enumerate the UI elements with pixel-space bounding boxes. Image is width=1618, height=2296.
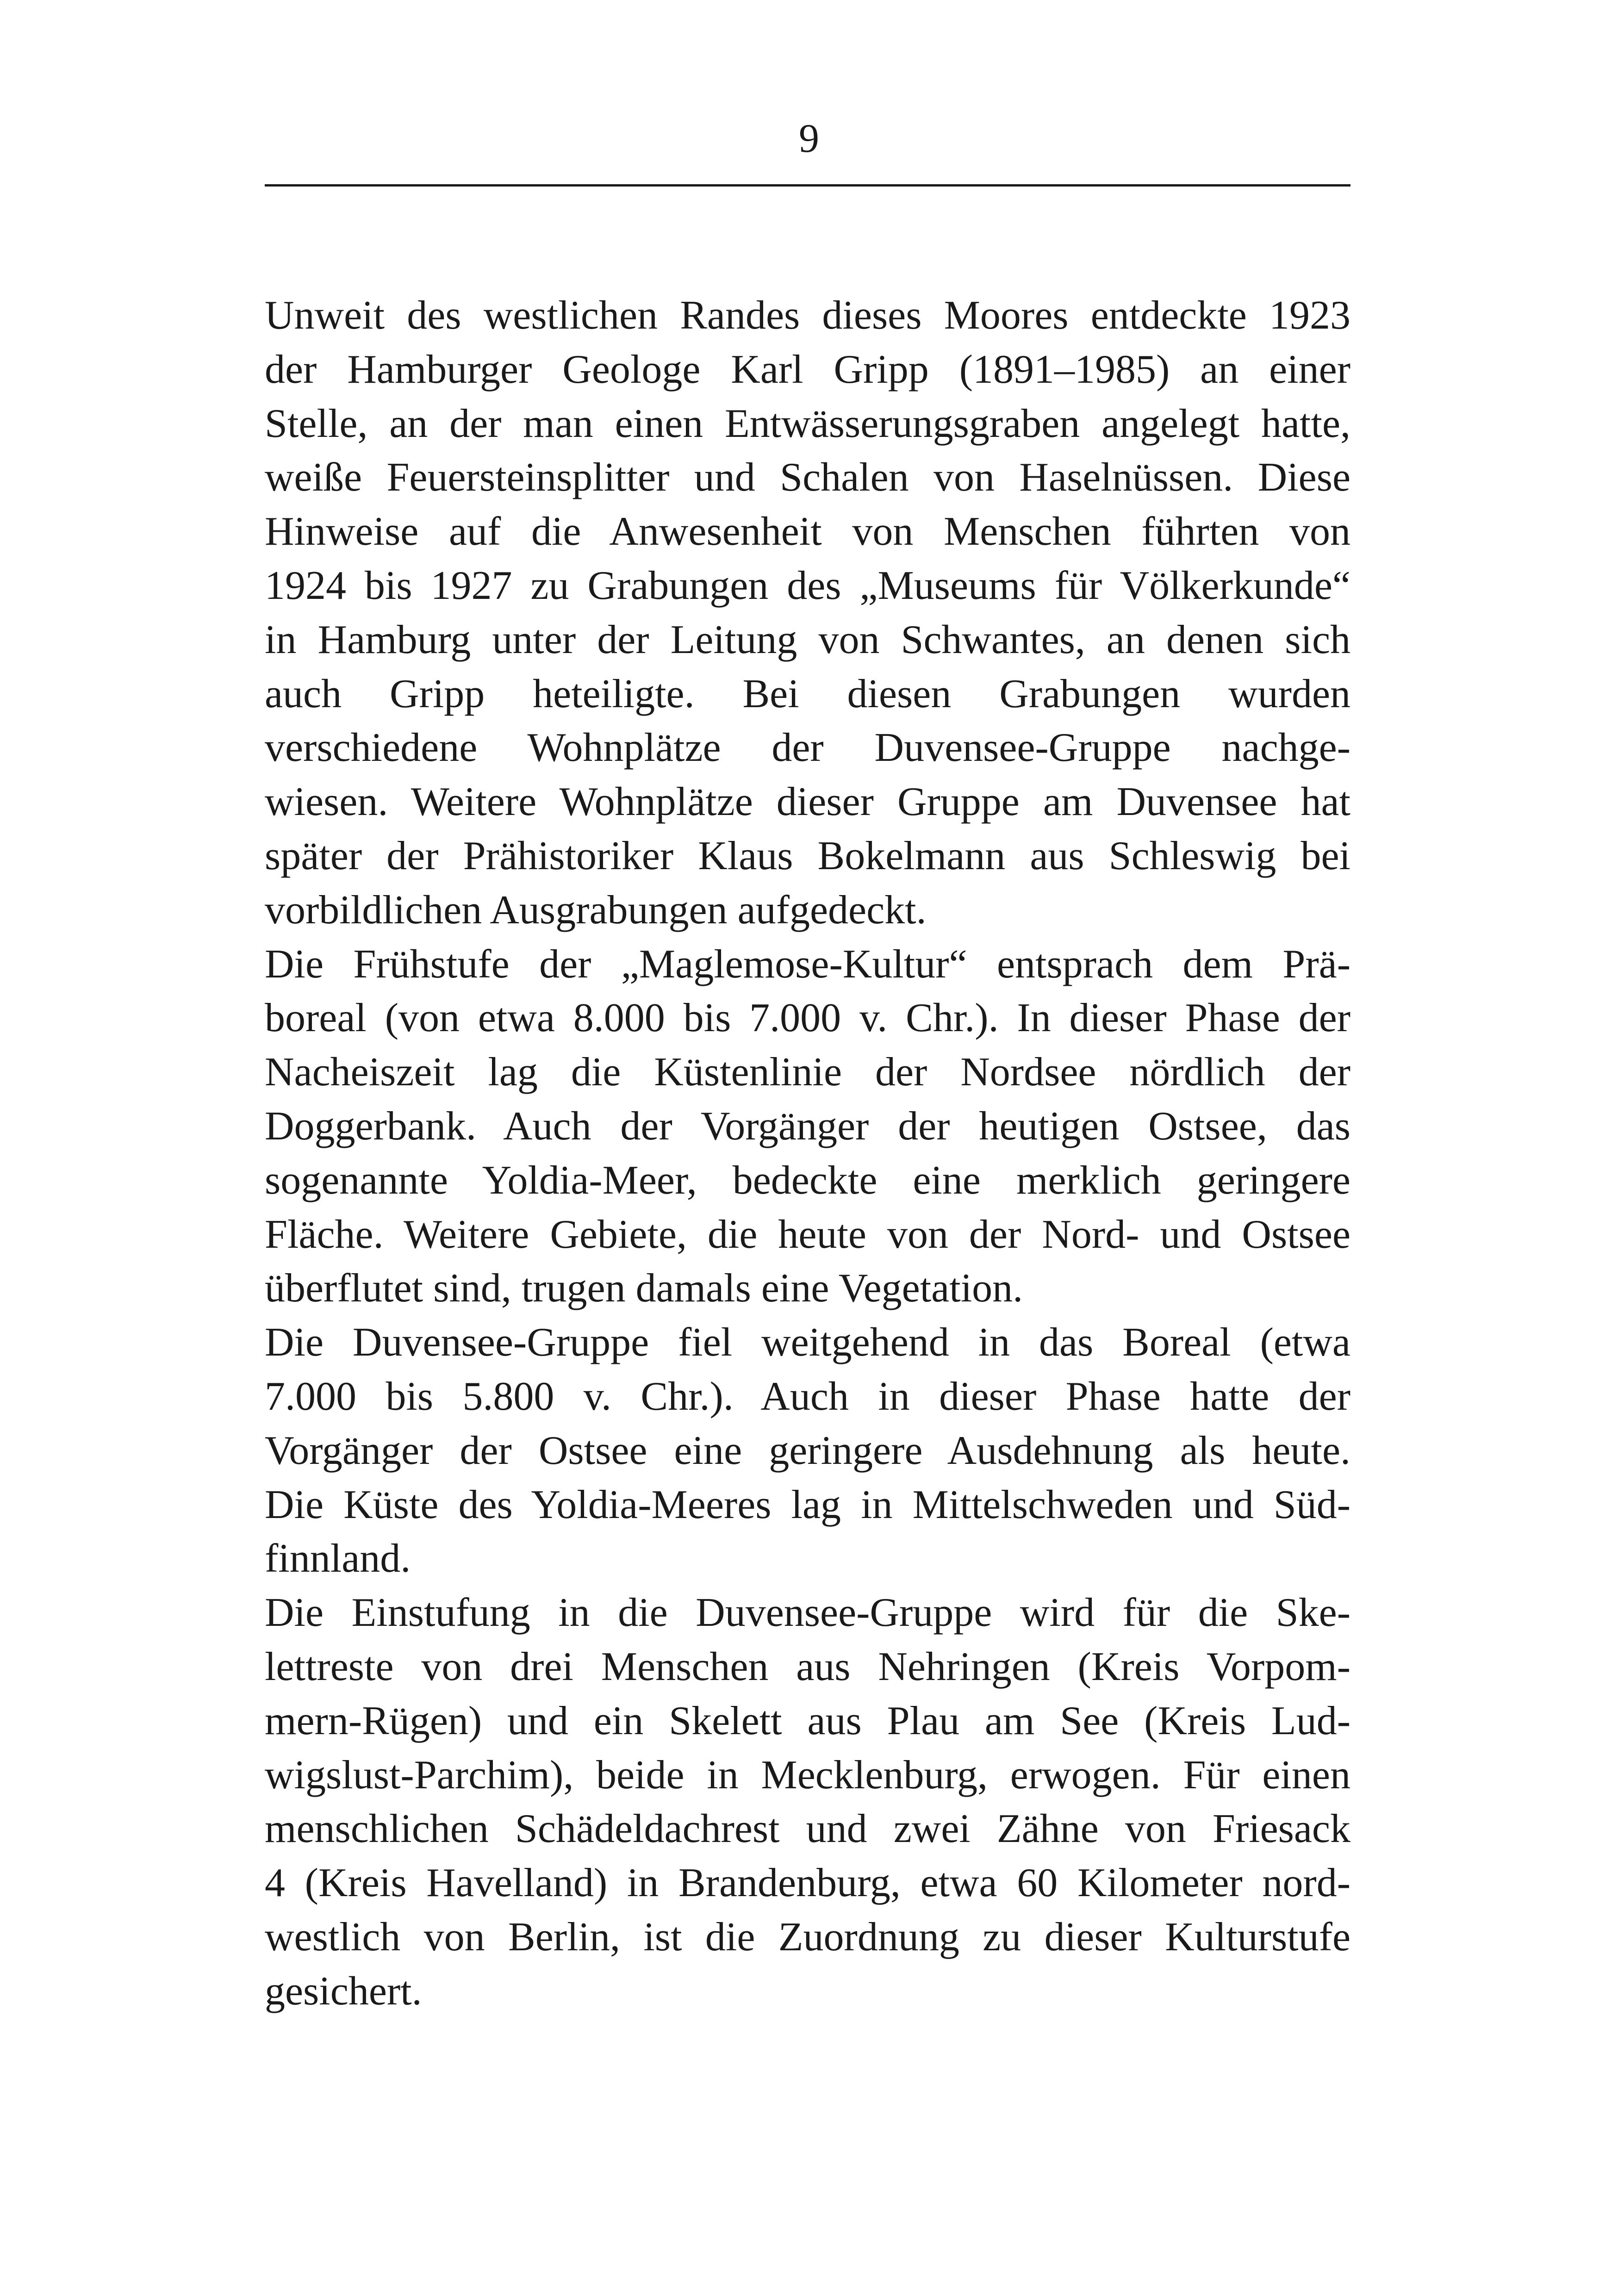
text-line xyxy=(265,1856,1350,1910)
text-line-content: gesichert. xyxy=(265,1968,422,2014)
text-line xyxy=(265,775,1350,829)
text-line-content: Doggerbank. Auch der Vorgänger der heutigen Ostsee, das xyxy=(265,1103,1350,1149)
body-text xyxy=(265,289,1350,2019)
text-line-content: überflutet sind, trugen damals eine Vegetation. xyxy=(265,1266,1023,1311)
text-line xyxy=(265,289,1350,343)
text-line xyxy=(265,991,1350,1045)
text-line xyxy=(265,1045,1350,1100)
text-line-content: Nacheiszeit lag die Küstenlinie der Nordsee nördlich der xyxy=(265,1050,1350,1095)
text-line-content: Vorgänger der Ostsee eine geringere Ausdehnung als heute. xyxy=(265,1428,1350,1473)
text-line xyxy=(265,1586,1350,1640)
text-line-content: weiße Feuersteinsplitter und Schalen von Haselnüssen. Diese xyxy=(265,455,1350,500)
text-line xyxy=(265,667,1350,722)
text-line xyxy=(265,1424,1350,1478)
text-line-content: Die Küste des Yoldia-Meeres lag in Mittelschweden und Süd- xyxy=(265,1482,1350,1527)
text-line-content: 7.000 bis 5.800 v. Chr.). Auch in dieser Phase hatte der xyxy=(265,1374,1350,1419)
text-line-content: wiesen. Weitere Wohnplätze dieser Gruppe am Duvensee hat xyxy=(265,779,1350,825)
text-line xyxy=(265,1640,1350,1694)
text-line-content: lettreste von drei Menschen aus Nehringen (Kreis Vorpom- xyxy=(265,1644,1350,1689)
text-line xyxy=(265,1694,1350,1748)
text-line xyxy=(265,1532,1350,1586)
text-line xyxy=(265,1478,1350,1532)
text-line xyxy=(265,505,1350,559)
text-line-content: Stelle, an der man einen Entwässerungsgraben angelegt hatte, xyxy=(265,401,1350,446)
text-line xyxy=(265,1965,1350,2019)
text-line xyxy=(265,1208,1350,1262)
page-number: 9 xyxy=(799,116,819,161)
text-line-content: Die Frühstufe der „Maglemose-Kultur“ entsprach dem Prä- xyxy=(265,941,1350,987)
text-line-content: sogenannte Yoldia-Meer, bedeckte eine merklich geringere xyxy=(265,1157,1350,1203)
text-line xyxy=(265,1910,1350,1965)
text-line xyxy=(265,559,1350,613)
text-line-content: menschlichen Schädeldachrest und zwei Zähne von Friesack xyxy=(265,1806,1350,1852)
text-line xyxy=(265,613,1350,667)
text-line-content: Unweit des westlichen Randes dieses Moores entdeckte 1923 xyxy=(265,293,1350,338)
text-line-content: 1924 bis 1927 zu Grabungen des „Museums für Völkerkunde“ xyxy=(265,563,1350,608)
text-line-content: finnland. xyxy=(265,1536,411,1581)
text-line-content: später der Prähistoriker Klaus Bokelmann aus Schleswig bei xyxy=(265,833,1350,878)
text-line-content: mern-Rügen) und ein Skelett aus Plau am See (Kreis Lud- xyxy=(265,1698,1350,1743)
text-line xyxy=(265,721,1350,775)
text-line-content: in Hamburg unter der Leitung von Schwantes, an denen sich xyxy=(265,617,1350,662)
text-line xyxy=(265,397,1350,451)
text-line-content: verschiedene Wohnplätze der Duvensee-Gruppe nachge- xyxy=(265,725,1350,771)
header-rule xyxy=(265,184,1350,187)
text-line xyxy=(265,1748,1350,1803)
text-line xyxy=(265,1262,1350,1316)
text-line xyxy=(265,884,1350,938)
text-line-content: wigslust-Parchim), beide in Mecklenburg, erwogen. Für einen xyxy=(265,1752,1350,1798)
text-line-content: westlich von Berlin, ist die Zuordnung zu dieser Kulturstufe xyxy=(265,1914,1350,1960)
text-line-content: Fläche. Weitere Gebiete, die heute von der Nord- und Ostsee xyxy=(265,1212,1350,1257)
text-line xyxy=(265,1100,1350,1154)
text-line-content: der Hamburger Geologe Karl Gripp (1891–1985) an einer xyxy=(265,347,1350,392)
text-line-content: Die Einstufung in die Duvensee-Gruppe wird für die Ske- xyxy=(265,1590,1350,1636)
text-line xyxy=(265,1154,1350,1208)
text-line xyxy=(265,938,1350,992)
text-line xyxy=(265,1316,1350,1370)
text-line-content: Hinweise auf die Anwesenheit von Menschen führten von xyxy=(265,509,1350,554)
text-line-content: Die Duvensee-Gruppe fiel weitgehend in das Boreal (etwa xyxy=(265,1320,1350,1365)
text-line xyxy=(265,343,1350,397)
text-line xyxy=(265,1370,1350,1424)
text-line-content: boreal (von etwa 8.000 bis 7.000 v. Chr.). In dieser Phase der xyxy=(265,996,1350,1041)
text-line-content: auch Gripp heteiligte. Bei diesen Grabungen wurden xyxy=(265,671,1350,716)
text-line xyxy=(265,1802,1350,1856)
text-line-content: 4 (Kreis Havelland) in Brandenburg, etwa 60 Kilometer nord- xyxy=(265,1860,1350,1906)
text-line xyxy=(265,829,1350,884)
text-line xyxy=(265,451,1350,505)
text-line-content: vorbildlichen Ausgrabungen aufgedeckt. xyxy=(265,887,927,933)
